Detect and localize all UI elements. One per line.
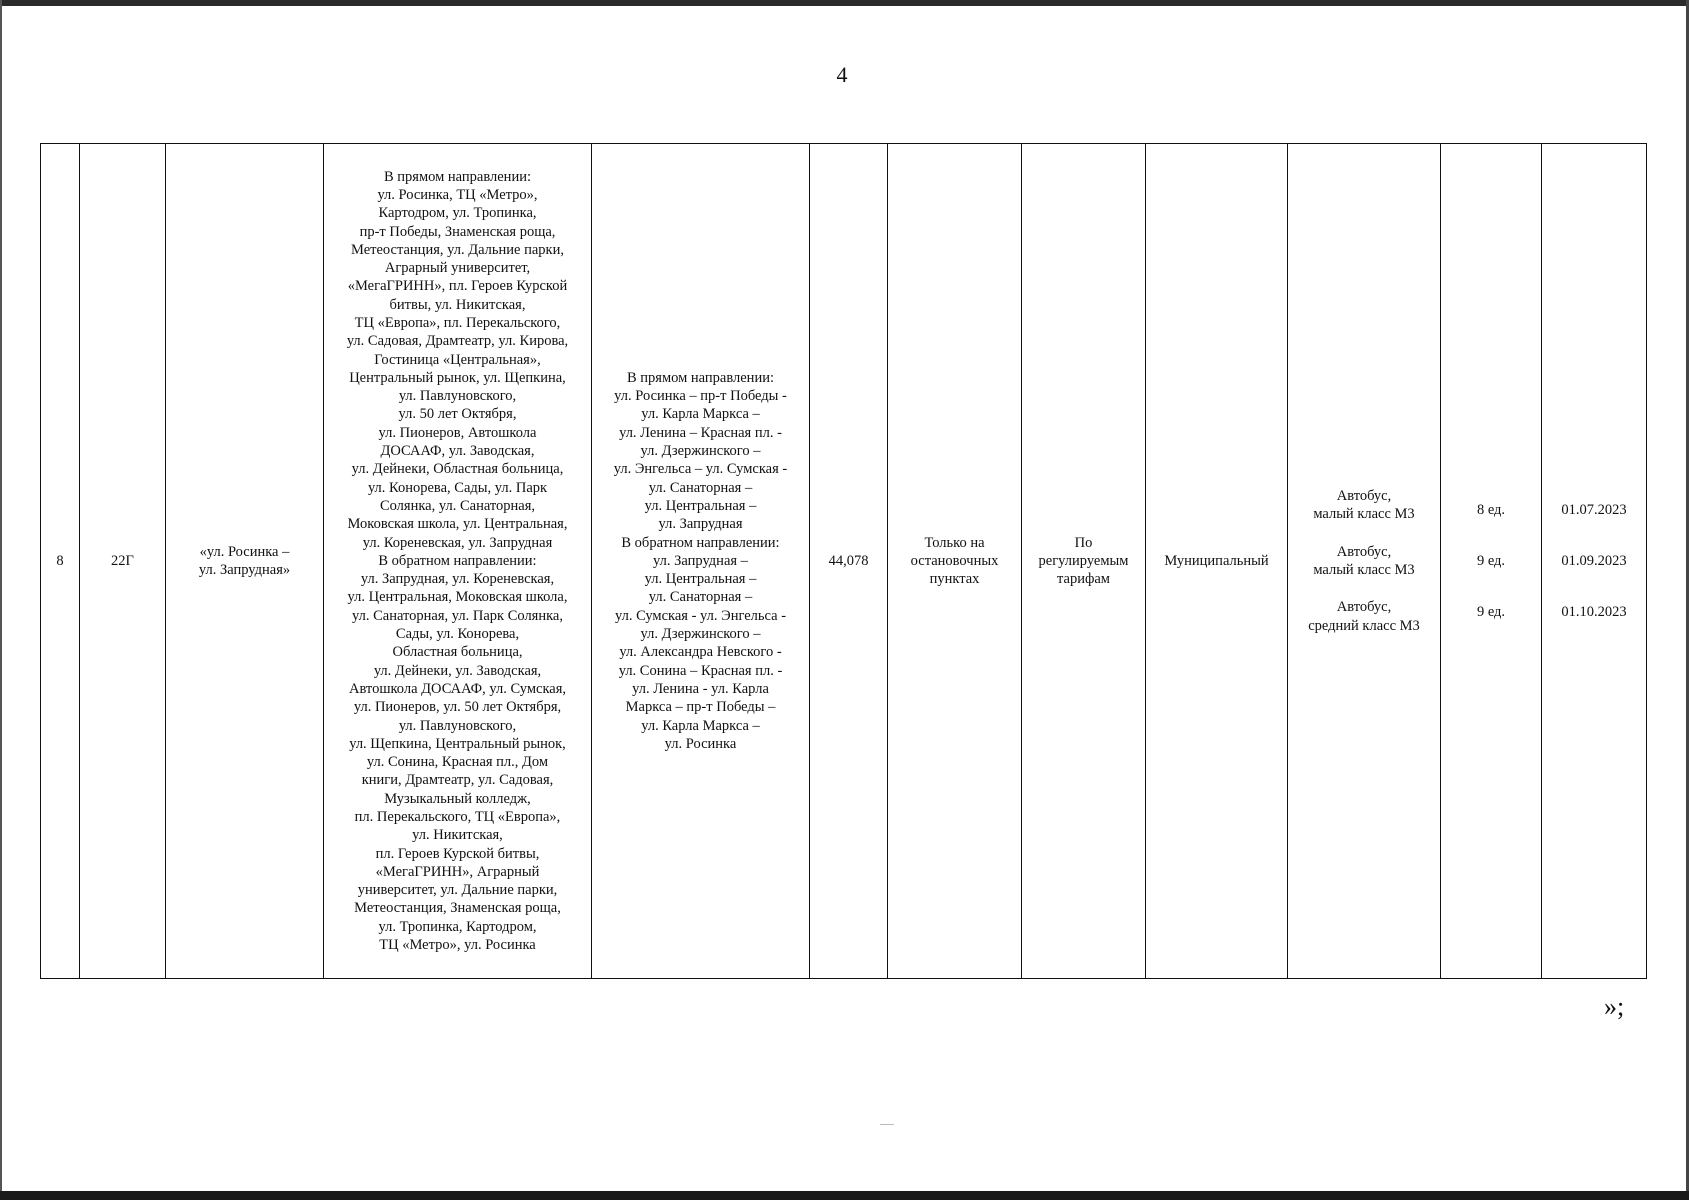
start-date: 01.07.2023	[1561, 501, 1627, 518]
vehicle-kind: Автобус, малый класс М3	[1313, 488, 1415, 523]
vehicle-units: 9 ед.	[1476, 604, 1506, 621]
vehicle-units-list	[1444, 501, 1538, 622]
table-row	[41, 144, 1647, 979]
scan-artifact	[880, 1124, 894, 1125]
vehicle-units-cell	[1441, 144, 1542, 979]
route-code: 22Г	[111, 552, 134, 569]
route-length: 44,078	[828, 552, 869, 569]
route-name: «ул. Росинка – ул. Запрудная»	[198, 543, 291, 578]
vehicle-kind: Автобус, средний класс М3	[1308, 599, 1420, 634]
route-index-cell	[41, 144, 80, 979]
tariff-type: По регулируемым тарифам	[1038, 534, 1129, 588]
vehicle-kind-list	[1291, 487, 1437, 635]
route-table	[40, 143, 1647, 979]
vehicle-units: 9 ед.	[1476, 552, 1506, 569]
route-name-cell	[166, 144, 324, 979]
carrier-type-cell	[1146, 144, 1288, 979]
route-streets-cell	[592, 144, 810, 979]
tariff-cell	[1022, 144, 1146, 979]
route-stops: В прямом направлении: ул. Росинка, ТЦ «Метро», Картодром, ул. Тропинка, пр-т Победы, Знаменская роща, Метеостанция, ул. Дальние парки, Аграрный университет, «МегаГРИНН», пл. Героев Курской битвы, ул. Никитская, ТЦ «Европа», пл. Перекальского, ул. Садовая, Драмтеатр, ул. Кирова, Гостиница «Центральная», Центральный рынок, ул. Щепкина, ул. Павлуновского, ул. 50 лет Октября, ул. Пионеров, Автошкола ДОСААФ, ул. Заводская, ул. Дейнеки, Областная больница, ул. Конорева, Сады, ул. Парк Солянка, ул. Санаторная, Моковская школа, ул. Центральная, ул. Кореневская, ул. Запрудная В обратном направлении: ул. Запрудная, ул. Кореневская, ул. Центральная, Моковская школа, ул. Санаторная, ул. Парк Солянка, Сады, ул. Конорева, Областная больница, ул. Дейнеки, ул. Заводская, Автошкола ДОСААФ, ул. Сумская, ул. Пионеров, ул. 50 лет Октября, ул. Павлуновского, ул. Щепкина, Центральный рынок, ул. Сонина, Красная пл., Дом книги, Драмтеатр, ул. Садовая, Музыкальный колледж, пл. Перекальского, ТЦ «Европа», ул. Никитская, пл. Героев Курской битвы, «МегаГРИНН», Аграрный университет, ул. Дальние парки, Метеостанция, Знаменская роща, ул. Тропинка, Картодром, ТЦ «Метро», ул. Росинка	[346, 168, 569, 954]
vehicle-units: 8 ед.	[1476, 501, 1506, 518]
carrier-type: Муниципальный	[1164, 552, 1269, 569]
scan-edge-top	[0, 0, 1689, 6]
start-date-cell	[1542, 144, 1647, 979]
closing-quote-mark: »;	[1604, 992, 1625, 1021]
vehicle-kind-cell	[1288, 144, 1441, 979]
route-length-cell	[810, 144, 888, 979]
route-code-cell	[80, 144, 166, 979]
boarding-order: Только на остановочных пунктах	[910, 534, 999, 588]
route-index: 8	[56, 552, 64, 569]
start-date: 01.10.2023	[1561, 604, 1627, 621]
vehicle-kind: Автобус, малый класс М3	[1313, 543, 1415, 578]
start-date-list	[1545, 501, 1643, 622]
route-streets: В прямом направлении: ул. Росинка – пр-т Победы - ул. Карла Маркса – ул. Ленина – Красная пл. - ул. Дзержинского – ул. Энгельса – ул. Сумская - ул. Санаторная – ул. Центральная – ул. Запрудная В обратном направлении: ул. Запрудная – ул. Центральная – ул. Санаторная – ул. Сумская - ул. Энгельса - ул. Дзержинского – ул. Александра Невского - ул. Сонина – Красная пл. - ул. Ленина - ул. Карла Маркса – пр-т Победы – ул. Карла Маркса – ул. Росинка	[613, 369, 788, 752]
page-number: 4	[836, 62, 848, 87]
scan-edge-bottom	[0, 1191, 1689, 1200]
route-stops-cell	[324, 144, 592, 979]
scan-edge-left	[0, 0, 2, 1200]
start-date: 01.09.2023	[1561, 552, 1627, 569]
boarding-cell	[888, 144, 1022, 979]
